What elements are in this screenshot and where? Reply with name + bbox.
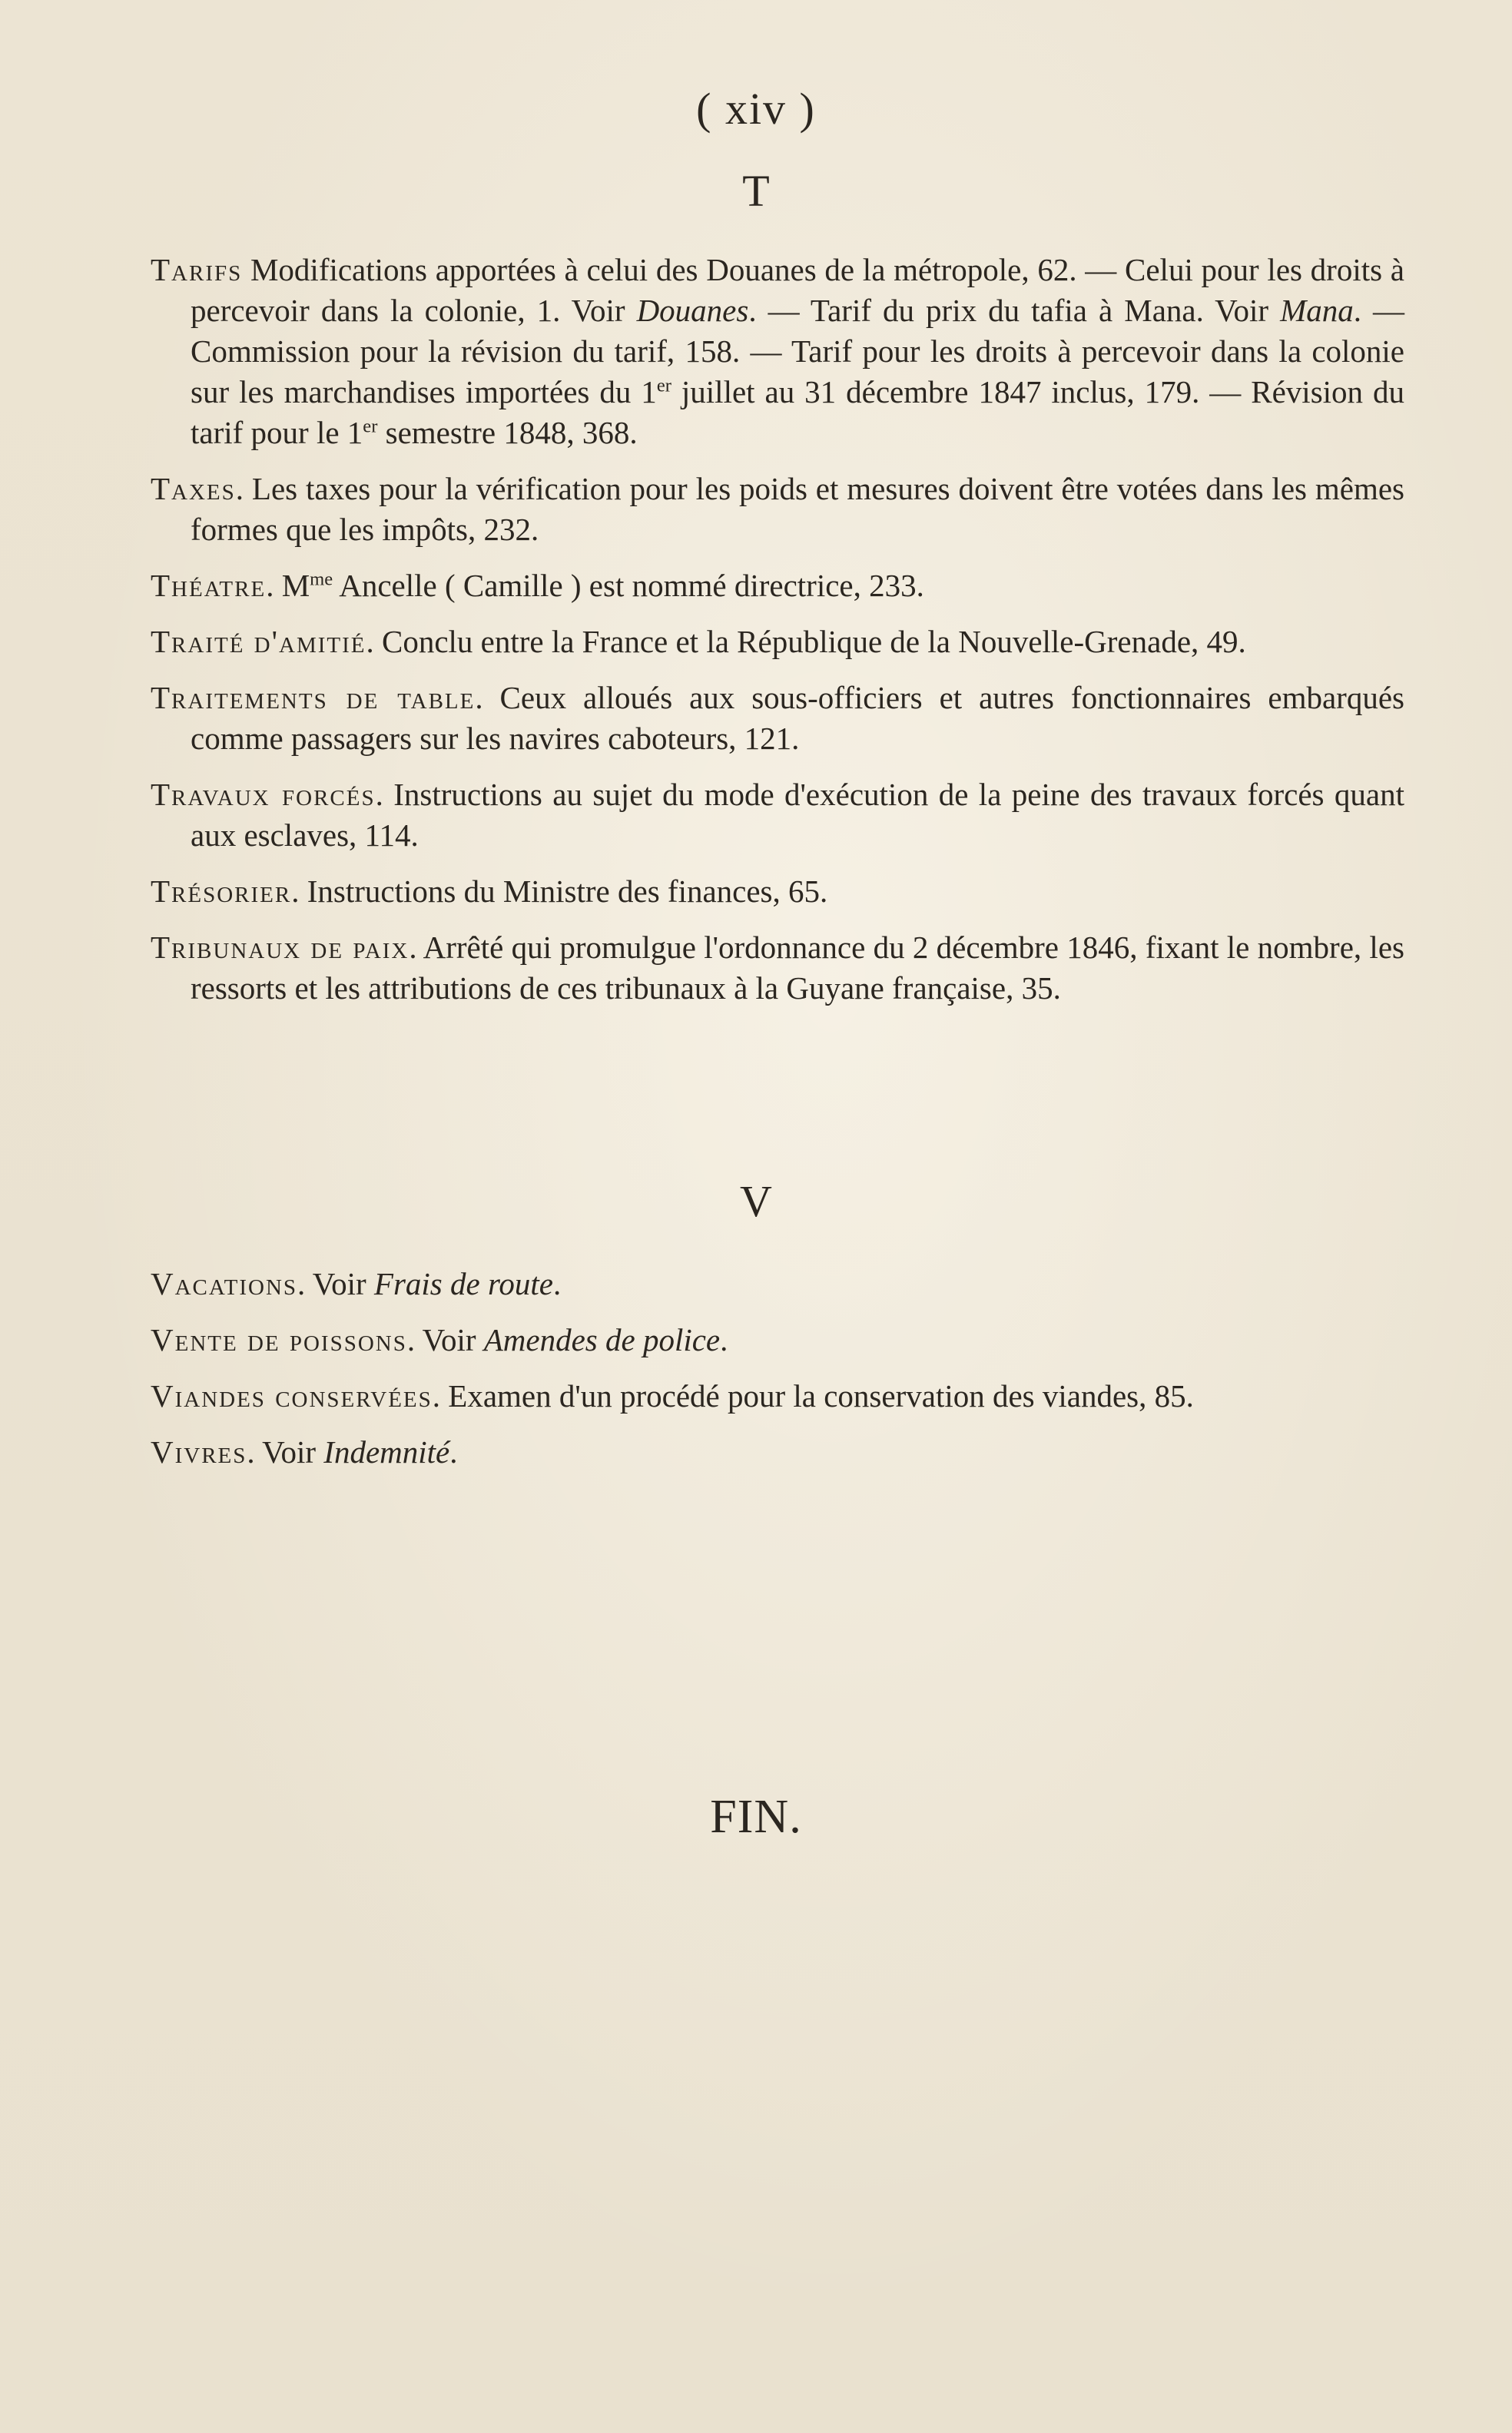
entry-heading: Travaux forcés [151,777,376,812]
entry-heading: Théatre [151,568,267,603]
index-entry [151,1432,1404,1473]
cross-reference: Indemnité [323,1434,450,1470]
index-entry [151,1376,1404,1417]
index-entry [151,774,1404,856]
entry-text: . — Commission pour la révision du tarif, 158. — Tarif pour les droits à percevoir dans la colonie sur les marchandises importées du 1 [191,293,1405,409]
index-entry [151,1264,1404,1304]
entry-text: . Voir [406,1322,484,1357]
index-entry [151,678,1404,759]
index-entry [151,1320,1404,1361]
page-number: ( xiv ) [696,84,816,134]
superscript: me [310,568,333,590]
index-entry [151,871,1404,912]
entry-text: . Ceux alloués aux sous-officiers et autres fonctionnaires embarqués comme passagers sur les navires caboteurs, 121. [191,680,1404,756]
index-entry [151,927,1404,1009]
entry-heading: Vacations [151,1266,298,1301]
index-entries-t [151,250,1404,1024]
entry-text: Modifications apportées à celui des Douanes de la métropole, 62. — Celui pour les droits à percevoir dans la colonie, 1. Voir [191,252,1404,328]
index-entry [151,250,1404,453]
entry-text: semestre 1848, 368. [377,415,638,450]
cross-reference: Amendes de police [483,1322,721,1357]
entry-heading: Vente de poissons [151,1322,407,1357]
entry-text: juillet au 31 décembre 1847 inclus, 179. — Révision du tarif pour le 1 [191,374,1405,450]
entry-heading: Tarifs [151,252,243,287]
index-entries-v [151,1264,1404,1488]
entry-text: . Voir [247,1434,324,1470]
entry-heading: Viandes conservées [151,1378,433,1414]
entry-text: . [449,1434,458,1470]
entry-text: . Les taxes pour la vérification pour les poids et mesures doivent être votées dans les mêmes formes que les impôts, 232. [191,471,1404,547]
entry-heading: Traitements de table [151,680,476,715]
section-letter-v: V [740,1176,772,1226]
entry-heading: Trésorier [151,873,292,909]
entry-text: . Arrêté qui promulgue l'ordonnance du 2 décembre 1846, fixant le nombre, les ressorts et les attributions de ces tribunaux à la Guyane française, 35. [191,930,1404,1006]
entry-text: Ancelle ( Camille ) est nommé directrice, 233. [333,568,924,603]
entry-heading: Vivres [151,1434,247,1470]
index-entry [151,565,1404,606]
entry-text: . Instructions au sujet du mode d'exécution de la peine des travaux forcés quant aux esclaves, 114. [191,777,1404,853]
end-mark: FIN. [710,1791,802,1843]
superscript: er [656,375,671,396]
cross-reference: Mana [1280,293,1354,328]
cross-reference: Douanes [636,293,749,328]
entry-text: . [720,1322,728,1357]
entry-heading: Traité d'amitié [151,624,366,659]
entry-text: . M [266,568,310,603]
entry-text: . Instructions du Ministre des finances, 65. [291,873,828,909]
entry-heading: Tribunaux de paix [151,930,410,965]
index-entry [151,469,1404,550]
entry-text: . Voir [297,1266,374,1301]
index-entry [151,622,1404,662]
entry-text: . [552,1266,562,1301]
entry-text: . — Tarif du prix du tafia à Mana. Voir [748,293,1281,328]
superscript: er [363,416,378,437]
entry-text: . Examen d'un procédé pour la conservation des viandes, 85. [432,1378,1194,1414]
cross-reference: Frais de route [373,1266,553,1301]
section-letter-t: T [742,166,770,216]
entry-text: . Conclu entre la France et la République de la Nouvelle-Grenade, 49. [366,624,1246,659]
entry-heading: Taxes [151,471,236,506]
